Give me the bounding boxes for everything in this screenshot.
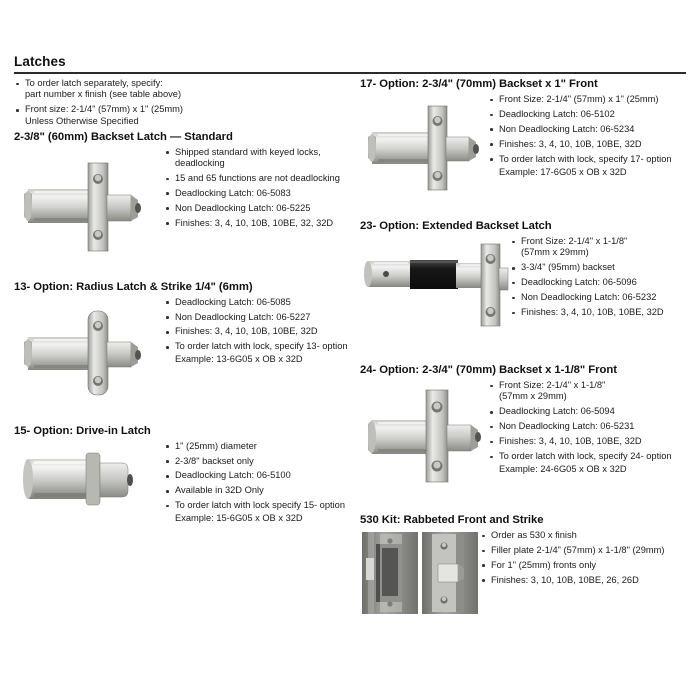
section-option-17-heading: 17- Option: 2-3/4" (70mm) Backset x 1" Front [360, 78, 598, 90]
intro-bullet-2 [14, 104, 362, 127]
rabbeted-front-strike-specs [480, 530, 690, 590]
latch-extended-backset-figure [360, 236, 510, 342]
list-item: Deadlocking Latch: 06-5083 [164, 188, 362, 199]
section-option-23 [360, 220, 690, 342]
section-option-13-heading: 13- Option: Radius Latch & Strike 1/4" (6mm) [14, 280, 253, 293]
right-column [360, 78, 690, 624]
list-item: 3-3/4" (95mm) backset [510, 262, 690, 273]
intro-bullet-1-line1: To order latch separately, specify: [25, 78, 163, 88]
latch-drivein-bullets [164, 441, 362, 525]
section-530-kit-heading: 530 Kit: Rabbeted Front and Strike [360, 514, 544, 526]
list-item: To order latch with lock, specify 17- option [488, 154, 690, 165]
latch-radius-figure [14, 297, 164, 409]
latch-extended-backset-illustration [360, 236, 510, 342]
list-item: Order as 530 x finish [480, 530, 690, 541]
section-standard-heading: 2-3/8" (60mm) Backset Latch — Standard [14, 130, 233, 143]
latch-radius-example: Example: 13-6G05 x OB x 32D [175, 354, 303, 365]
intro-bullet-1-line2: part number x finish (see table above) [25, 89, 182, 100]
section-option-13 [14, 281, 362, 409]
list-item: Non Deadlocking Latch: 06-5225 [164, 203, 362, 214]
list-item: Non Deadlocking Latch: 06-5232 [510, 292, 690, 303]
list-item: Available in 32D Only [164, 485, 362, 496]
section-standard-backset-latch [14, 131, 362, 265]
list-item: Finishes: 3, 4, 10, 10B, 10BE, 32D [488, 436, 690, 447]
list-item [488, 380, 690, 403]
list-item [510, 236, 690, 259]
latch-extended-backset-specs [510, 236, 690, 322]
spacer [360, 212, 690, 220]
list-item: For 1" (25mm) fronts only [480, 560, 690, 571]
page-header [14, 54, 686, 74]
list-item: Non Deadlocking Latch: 06-5234 [488, 124, 690, 135]
opt23-front-size-line2: (57mm x 29mm) [521, 247, 589, 258]
list-item: Deadlocking Latch: 06-5085 [164, 297, 362, 308]
header-rule [14, 72, 686, 74]
latch-radius-illustration [14, 297, 164, 409]
latch-extended-backset-bullets [510, 236, 690, 318]
list-item: Non Deadlocking Latch: 06-5227 [164, 312, 362, 323]
latch-standard-bullets [164, 147, 362, 229]
latch-drivein-specs [164, 441, 362, 528]
latch-70mm-118in-example: Example: 24-6G05 x OB x 32D [499, 463, 627, 474]
latch-70mm-118in-bullets [488, 380, 690, 475]
latch-70mm-1in-illustration [360, 94, 488, 204]
list-item: Finishes: 3, 4, 10, 10B, 10BE, 32D [510, 307, 690, 318]
spacer [360, 350, 690, 364]
list-item: Deadlocking Latch: 06-5100 [164, 470, 362, 481]
latch-extended-backset-photo [360, 236, 510, 342]
list-item: To order latch with lock, specify 13- option [164, 341, 362, 352]
latch-drivein-figure [14, 441, 164, 527]
latch-70mm-118in-specs [488, 380, 690, 479]
intro-bullet-list [14, 78, 362, 127]
opt23-front-size-line1: Front Size: 2-1/4" x 1-1/8" [521, 236, 628, 246]
rabbeted-front-strike-illustration [360, 530, 480, 616]
latch-70mm-1in-photo [360, 94, 488, 204]
latch-radius-photo [14, 297, 164, 409]
list-item: Finishes: 3, 4, 10, 10B, 10BE, 32D [488, 139, 690, 150]
latch-70mm-1in-example: Example: 17-6G05 x OB x 32D [499, 166, 627, 177]
latch-radius-specs [164, 297, 362, 370]
list-item: Finishes: 3, 4, 10, 10B, 10BE, 32D [164, 326, 362, 337]
list-item: Deadlocking Latch: 06-5102 [488, 109, 690, 120]
latch-standard-illustration [14, 147, 164, 265]
list-item: 1" (25mm) diameter [164, 441, 362, 452]
spacer [14, 417, 362, 425]
latch-70mm-118in-figure [360, 380, 488, 498]
latch-70mm-1in-bullets [488, 94, 690, 178]
latch-standard-figure [14, 147, 164, 265]
spacer [14, 273, 362, 281]
list-item: Finishes: 3, 10, 10B, 10BE, 26, 26D [480, 575, 690, 586]
rabbeted-front-strike-bullets [480, 530, 690, 586]
latch-radius-bullets [164, 297, 362, 366]
latch-70mm-118in-illustration [360, 380, 488, 498]
left-column [14, 78, 362, 536]
list-item: Filler plate 2-1/4" (57mm) x 1-1/8" (29mm) [480, 545, 690, 556]
section-option-24-heading: 24- Option: 2-3/4" (70mm) Backset x 1-1/8" Front [360, 364, 617, 376]
list-item: To order latch with lock specify 15- option [164, 500, 362, 511]
rabbeted-front-strike-figure [360, 530, 480, 616]
list-item: Front Size: 2-1/4" (57mm) x 1" (25mm) [488, 94, 690, 105]
list-item: Shipped standard with keyed locks, deadlocking [164, 147, 362, 170]
latch-70mm-1in-specs [488, 94, 690, 181]
list-item: Deadlocking Latch: 06-5094 [488, 406, 690, 417]
spacer [360, 506, 690, 514]
intro-bullet-2-line2: Unless Otherwise Specified [25, 115, 139, 126]
list-item: Non Deadlocking Latch: 06-5231 [488, 421, 690, 432]
intro-bullet-2-line1: Front size: 2-1/4" (57mm) x 1" (25mm) [25, 104, 183, 115]
opt24-front-size-line1: Front Size: 2-1/4" x 1-1/8" [499, 380, 606, 390]
section-option-15-heading: 15- Option: Drive-in Latch [14, 424, 151, 437]
section-530-kit [360, 514, 690, 616]
latch-drivein-example: Example: 15-6G05 x OB x 32D [175, 513, 303, 524]
list-item: 15 and 65 functions are not deadlocking [164, 173, 362, 184]
section-option-23-heading: 23- Option: Extended Backset Latch [360, 220, 552, 232]
rabbeted-front-strike-photo [360, 530, 480, 616]
list-item: Deadlocking Latch: 06-5096 [510, 277, 690, 288]
intro-bullet-1 [14, 78, 362, 101]
opt24-front-size-line2: (57mm x 29mm) [499, 391, 567, 402]
latch-drivein-photo [14, 441, 164, 527]
section-option-17 [360, 78, 690, 204]
latch-drivein-illustration [14, 441, 164, 527]
list-item: 2-3/8" backset only [164, 456, 362, 467]
page-title: Latches [14, 54, 66, 69]
list-item: Finishes: 3, 4, 10, 10B, 10BE, 32, 32D [164, 218, 362, 229]
latch-standard-photo [14, 147, 164, 265]
list-item: To order latch with lock, specify 24- option [488, 451, 690, 462]
latch-standard-specs [164, 147, 362, 233]
section-option-15 [14, 425, 362, 528]
section-option-24 [360, 364, 690, 498]
latch-70mm-118in-photo [360, 380, 488, 498]
latch-70mm-1in-figure [360, 94, 488, 204]
